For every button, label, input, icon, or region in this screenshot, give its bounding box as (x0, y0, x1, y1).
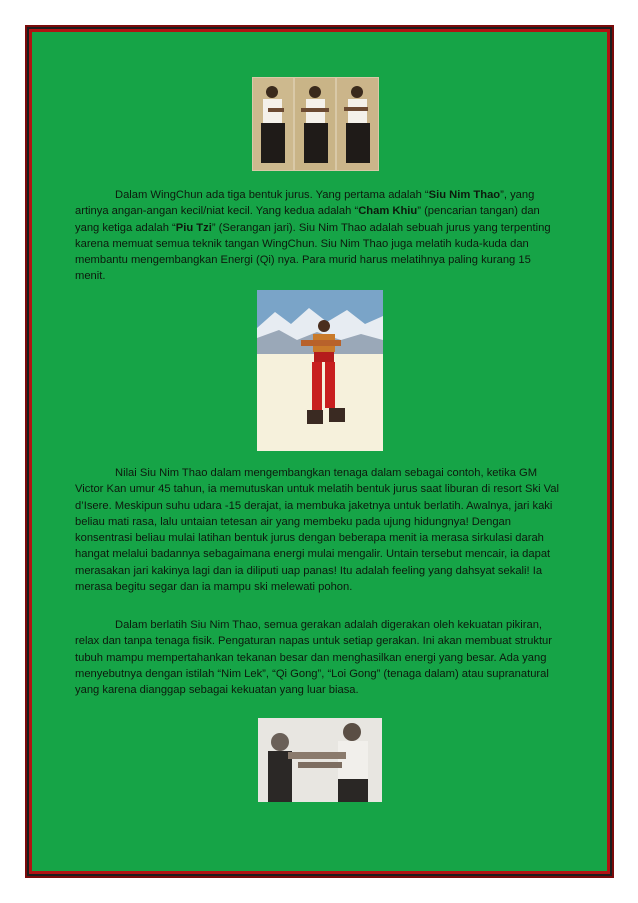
p1-bold-cham-khiu: Cham Khiu (358, 205, 418, 218)
p1-text-1: Dalam WingChun ada tiga bentuk jurus. Yang pertama adalah “ (115, 189, 429, 201)
p3-text: Dalam berlatih Siu Nim Thao, semua gerakan adalah digerakan oleh kekuatan pikiran, relax dan tanpa tenaga fisik. Pengaturan napas untuk setiap gerakan. Ini akan membuat struktur tubuh mampu mempertahankan tekanan besar dan menghasilkan energi yang besar. Ada yang menyebutnya dengan istilah “Nim Lek”, “Qi Gong”, “Loi Gong” (tenaga dalam) atau supranatural yang karena dianggap sebagai kekuatan yang luar biasa. (75, 619, 553, 697)
photo-chi-sao-image (258, 718, 382, 802)
p1-bold-siu-nim-thao: Siu Nim Thao (428, 189, 501, 201)
photo-sequence-image (252, 77, 379, 171)
photo-siu-nim-thao-sequence (252, 77, 379, 171)
p1-text-3: ” (pencarian tangan) dan yang ketiga adalah “ (75, 205, 540, 234)
photo-ski-image (257, 290, 383, 451)
photo-ski-resort-practice (257, 290, 383, 451)
p2-text: Nilai Siu Nim Thao dalam mengembangkan tenaga dalam sebagai contoh, ketika GM Victor Kan umur 45 tahun, ia memutuskan untuk melatih bentuk jurus saat liburan di resort Ski Val d’Isere. Meskipun suhu udara -15 derajat, ia membuka jaketnya untuk berlatih. Awalnya, jari kaki beliau mati rasa, lalu untaian tetesan air yang membeku pada ujung hidungnya! Dengan konsentrasi beliau mulai latihan bentuk jurus dengan beberapa menit ia merasa sirkulasi darah hangat melalui badannya sebagaimana energi mulai mengalir. Untain tersebut mencair, ia dapat merasakan jari kakinya lagi dan ia diliputi uap panas! Itu adalah feeling yang dahsyat sekali! Ia merasa begitu segar dan ia mampu ski melewati pohon. (75, 467, 560, 594)
p1-text-4: ” (Serangan jari). Siu Nim Thao adalah sebuah jurus yang terpenting karena memuat semua teknik tangan WingChun. Siu Nim Thao juga melatih kuda-kuda dan membantu mengembangkan Energi (Qi) nya. Para murid harus melatihnya paling kurang 15 menit. (75, 221, 551, 283)
p1-text-2: ”, yang artinya angan-angan kecil/niat kecil. Yang kedua adalah “ (75, 189, 535, 218)
photo-chi-sao-practice (258, 718, 382, 802)
paragraph-2 (75, 465, 563, 595)
paragraph-1 (75, 187, 563, 285)
p1-bold-piu-tzi: Piu Tzi (175, 221, 212, 234)
paragraph-3 (75, 617, 563, 698)
